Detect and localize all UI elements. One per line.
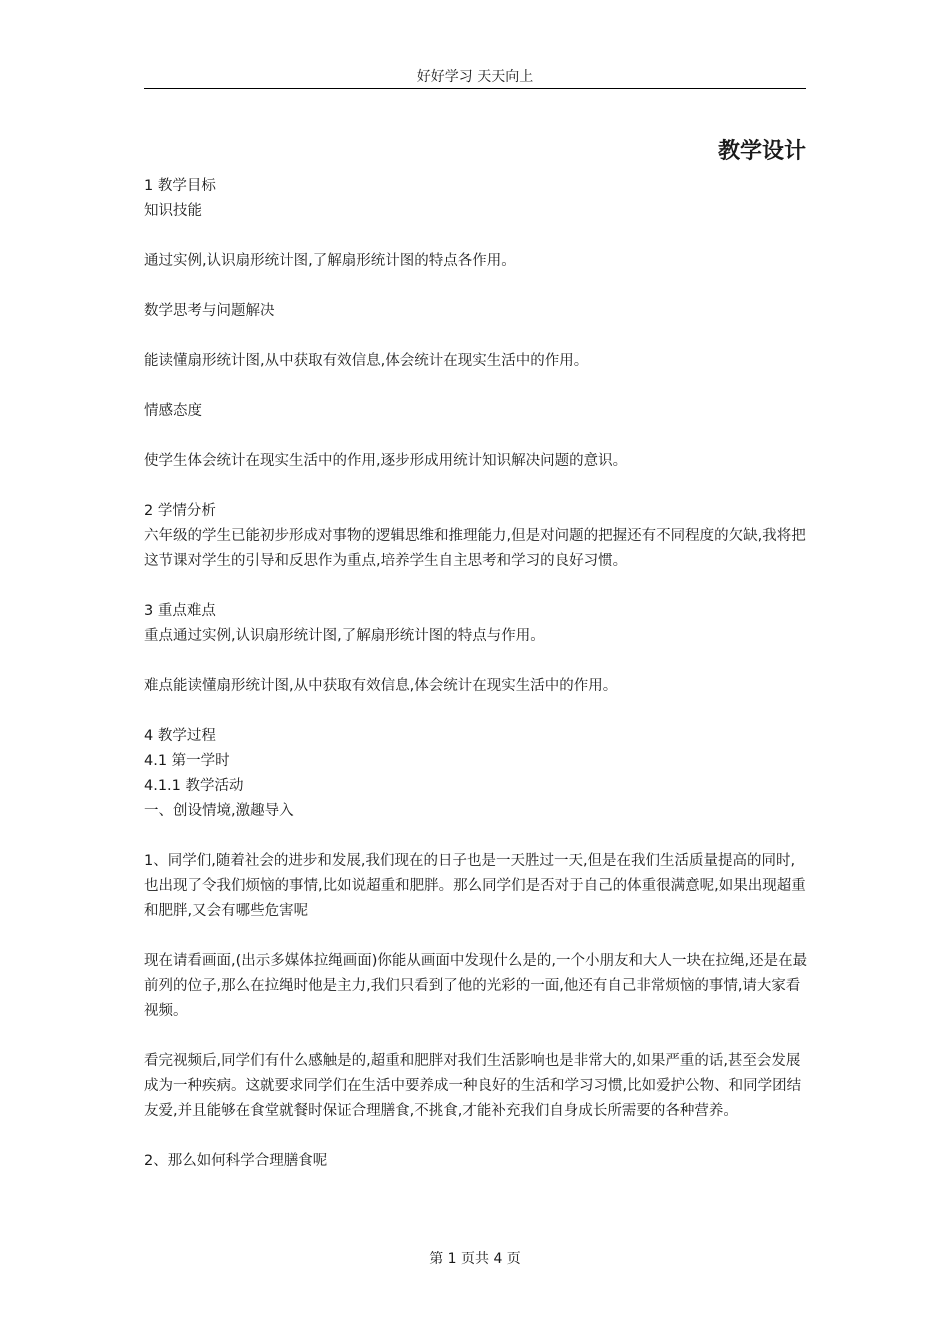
paragraph: 重点通过实例,认识扇形统计图,了解扇形统计图的特点与作用。 xyxy=(144,628,545,644)
paragraph: 4.1 第一学时 xyxy=(144,753,230,769)
paragraph: 看完视频后,同学们有什么感触是的,超重和肥胖对我们生活影响也是非常大的,如果严重的话,甚至会发展成为一种疾病。这就要求同学们在生活中要养成一种良好的生活和学习习惯,比如爱护公物、和同学团结友爱,并且能够在食堂就餐时保证合理膳食,不挑食,才能补充我们自身成长所需要的各种营养。 xyxy=(144,1053,802,1119)
paragraph: 3 重点难点 xyxy=(144,603,216,619)
paragraph: 六年级的学生已能初步形成对事物的逻辑思维和推理能力,但是对问题的把握还有不同程度的欠缺,我将把这节课对学生的引导和反思作为重点,培养学生自主思考和学习的良好习惯。 xyxy=(144,528,806,569)
paragraph: 现在请看画面,(出示多媒体拉绳画面)你能从画面中发现什么是的,一个小朋友和大人一块在拉绳,还是在最前列的位子,那么在拉绳时他是主力,我们只看到了他的光彩的一面,他还有自己非常烦恼的事情,请大家看视频。 xyxy=(144,953,808,1019)
paragraph: 4 教学过程 xyxy=(144,728,216,744)
paragraph: 2、那么如何科学合理膳食呢 xyxy=(144,1153,328,1169)
paragraph: 一、创设情境,激趣导入 xyxy=(144,803,294,819)
paragraph: 知识技能 xyxy=(144,203,202,219)
paragraph: 难点能读懂扇形统计图,从中获取有效信息,体会统计在现实生活中的作用。 xyxy=(144,678,618,694)
document-body xyxy=(144,174,808,1174)
header-rule xyxy=(144,88,806,89)
paragraph: 2 学情分析 xyxy=(144,503,216,519)
paragraph: 使学生体会统计在现实生活中的作用,逐步形成用统计知识解决问题的意识。 xyxy=(144,453,628,469)
paragraph: 情感态度 xyxy=(144,403,202,419)
page-footer: 第 1 页共 4 页 xyxy=(429,1251,521,1267)
paragraph: 通过实例,认识扇形统计图,了解扇形统计图的特点各作用。 xyxy=(144,253,516,269)
paragraph: 1 教学目标 xyxy=(144,178,216,194)
paragraph: 4.1.1 教学活动 xyxy=(144,778,244,794)
page-header: 好好学习 天天向上 xyxy=(416,69,534,85)
paragraph: 1、同学们,随着社会的进步和发展,我们现在的日子也是一天胜过一天,但是在我们生活质量提高的同时,也出现了令我们烦恼的事情,比如说超重和肥胖。那么同学们是否对于自己的体重很满意呢,如果出现超重和肥胖,又会有哪些危害呢 xyxy=(144,853,806,919)
document-title: 教学设计 xyxy=(717,139,806,164)
paragraph: 能读懂扇形统计图,从中获取有效信息,体会统计在现实生活中的作用。 xyxy=(144,353,589,369)
paragraph: 数学思考与问题解决 xyxy=(144,303,275,319)
